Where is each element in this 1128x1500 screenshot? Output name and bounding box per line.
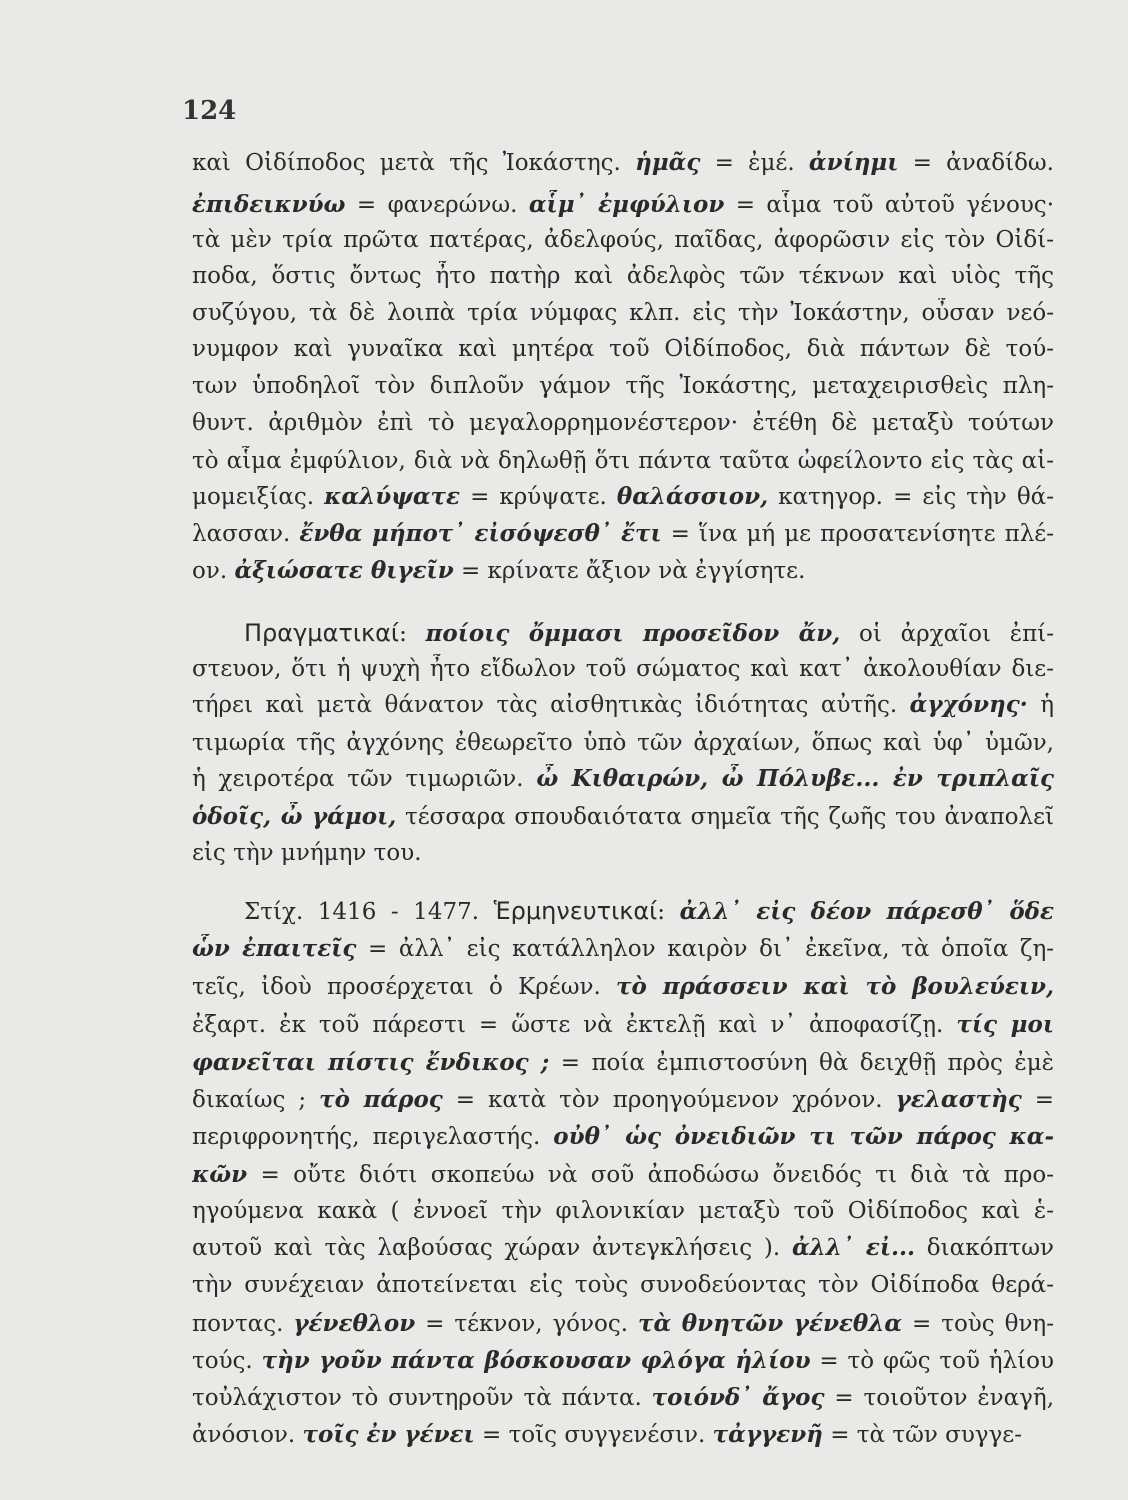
lemma-term: τοῖς ἐν γένει bbox=[302, 1421, 475, 1448]
text-line bbox=[192, 334, 1054, 364]
text-segment: στευον, ὅτι ἡ ψυχὴ ἦτο εἴδωλον τοῦ σώματος καὶ κατ᾽ ἀκολουθίαν διε- bbox=[192, 656, 1054, 682]
text-segment: = τοιοῦτον ἐναγῆ, bbox=[824, 1385, 1054, 1411]
lemma-term: ὦ Κιθαιρών, ὦ Πόλυβε... ἐν τριπλαῖς bbox=[536, 765, 1054, 792]
lemma-term: ἀλλ᾽ εἰς δέον πάρεσθ᾽ ὅδε bbox=[679, 898, 1054, 925]
text-line bbox=[192, 482, 1054, 512]
lemma-term: ἀγχόνης· bbox=[909, 691, 1028, 718]
text-segment: = κρύψατε. bbox=[460, 484, 617, 510]
text-segment: = ποία ἐμπιστοσύνη θὰ δειχθῇ πρὸς ἐμὲ bbox=[549, 1050, 1054, 1076]
lemma-term: ἀνίημι bbox=[808, 149, 899, 176]
text-segment: τὴν συνέχειαν ἀποτείνεται εἰς τοὺς συνοδεύοντας τὸν Οἰδίποδα θερά- bbox=[192, 1272, 1054, 1298]
lemma-term: τὴν γοῦν πάντα βόσκουσαν φλόγα ἡλίου bbox=[261, 1347, 811, 1374]
text-segment: καὶ Οἰδίποδος μετὰ τῆς Ἰοκάστης. bbox=[192, 150, 636, 176]
text-segment: = οὔτε διότι σκοπεύω νὰ σοῦ ἀποδώσω ὄνειδός τι διὰ τὰ προ- bbox=[247, 1162, 1054, 1188]
lemma-term: τἀγγενῆ bbox=[712, 1421, 823, 1448]
lemma-term: θαλάσσιον, bbox=[616, 483, 769, 510]
text-segment: = αἷμα τοῦ αὐτοῦ γένους· bbox=[724, 192, 1054, 218]
text-line bbox=[192, 1383, 1054, 1413]
text-segment: τέσσαρα σπουδαιότατα σημεῖα τῆς ζωῆς του ἀναπολεῖ bbox=[396, 804, 1054, 830]
text-line bbox=[192, 446, 1054, 476]
text-segment: : bbox=[399, 621, 426, 647]
lemma-term: οὐθ᾽ ὡς ὀνειδιῶν τι τῶν πάρος κα- bbox=[553, 1123, 1054, 1150]
text-line bbox=[192, 1233, 1054, 1263]
text-segment: = τὰ τῶν συγγε- bbox=[822, 1422, 1022, 1448]
text-segment: Στίχ. 1416 - 1477. bbox=[244, 899, 494, 925]
text-line bbox=[192, 261, 1054, 291]
lemma-term: ὁδοῖς, ὦ γάμοι, bbox=[192, 803, 397, 830]
text-segment: νυμφον καὶ γυναῖκα καὶ μητέρα τοῦ Οἰδίποδος, διὰ πάντων δὲ τού- bbox=[192, 336, 1054, 362]
text-line bbox=[192, 190, 1054, 220]
text-line bbox=[192, 1270, 1054, 1300]
text-segment: δικαίως ; bbox=[192, 1087, 320, 1113]
text-line bbox=[192, 1309, 1054, 1339]
text-segment: ηγούμενα κακὰ ( ἐννοεῖ τὴν φιλονικίαν μεταξὺ τοῦ Οἰδίποδος καὶ ἑ- bbox=[192, 1198, 1054, 1224]
text-segment: = ἵνα μή με προσατενίσητε πλέ- bbox=[661, 521, 1054, 547]
lemma-term: τίς μοι bbox=[956, 1011, 1054, 1038]
text-line bbox=[192, 1085, 1054, 1115]
text-segment: ποντας. bbox=[192, 1311, 294, 1337]
lemma-term: καλύψατε bbox=[324, 483, 460, 510]
lemma-term: ποίοις ὄμμασι προσεῖδον ἄν, bbox=[425, 620, 841, 647]
text-line bbox=[192, 802, 1054, 832]
text-segment: εἰς τὴν μνήμην του. bbox=[192, 840, 422, 866]
text-line bbox=[192, 1122, 1054, 1152]
lemma-term: αἷμ᾽ ἐμφύλιον bbox=[528, 191, 725, 218]
section-heading: Ἑρμηνευτικαί bbox=[493, 897, 658, 925]
text-segment: ἡ χειροτέρα τῶν τιμωριῶν. bbox=[192, 766, 537, 792]
text-segment: διακόπτων bbox=[915, 1235, 1054, 1261]
text-line bbox=[192, 1196, 1054, 1226]
text-line bbox=[244, 896, 1054, 927]
text-line bbox=[192, 972, 1054, 1002]
text-segment: = τὸ φῶς τοῦ ἡλίου bbox=[810, 1348, 1054, 1374]
text-line bbox=[192, 728, 1054, 758]
text-segment: ον. bbox=[192, 558, 235, 584]
lemma-term: ἐπιδεικνύω bbox=[192, 191, 346, 218]
text-segment: τὸ αἷμα ἐμφύλιον, διὰ νὰ δηλωθῇ ὅτι πάντα ταῦτα ὠφείλοντο εἰς τὰς αἱ- bbox=[192, 448, 1054, 474]
text-segment: τὰ μὲν τρία πρῶτα πατέρας, ἀδελφούς, παῖδας, ἀφορῶσιν εἰς τὸν Οἰδί- bbox=[192, 227, 1054, 253]
lemma-term: ἀξιώσατε θιγεῖν bbox=[234, 557, 454, 584]
lemma-term: ἡμᾶς bbox=[635, 149, 701, 176]
text-segment: τιμωρία τῆς ἀγχόνης ἐθεωρεῖτο ὑπὸ τῶν ἀρχαίων, ὅπως καὶ ὑφ᾽ ὑμῶν, bbox=[192, 730, 1054, 756]
text-line bbox=[192, 225, 1054, 255]
text-segment: θυντ. ἀριθμὸν ἐπὶ τὸ μεγαλορρημονέστερον· ἐτέθη δὲ μεταξὺ τούτων bbox=[192, 410, 1054, 436]
text-line bbox=[192, 934, 1054, 964]
text-line bbox=[192, 690, 1054, 720]
lemma-term: κῶν bbox=[192, 1161, 248, 1188]
text-segment: = φανερώνω. bbox=[345, 192, 529, 218]
text-line bbox=[192, 764, 1054, 794]
text-line bbox=[192, 519, 1054, 549]
lemma-term: τὸ πάρος bbox=[319, 1086, 443, 1113]
text-segment: = τοὺς θνη- bbox=[902, 1311, 1054, 1337]
page-number: 124 bbox=[182, 96, 237, 126]
text-segment: ἡ bbox=[1027, 692, 1054, 718]
text-segment: συζύγου, τὰ δὲ λοιπὰ τρία νύμφας κλπ. εἰς τὴν Ἰοκάστην, οὖσαν νεό- bbox=[192, 300, 1054, 326]
text-segment: = τέκνον, γόνος. bbox=[415, 1311, 638, 1337]
text-segment: κατηγορ. = εἰς τὴν θά- bbox=[768, 484, 1054, 510]
text-segment: τοὐλάχιστον τὸ συντηροῦν τὰ πάντα. bbox=[192, 1385, 652, 1411]
text-line bbox=[192, 1048, 1054, 1078]
text-line bbox=[244, 618, 1054, 649]
text-line bbox=[192, 408, 1054, 438]
text-segment: οἱ ἀρχαῖοι ἐπί- bbox=[840, 621, 1054, 647]
section-heading: Πραγματικαί bbox=[244, 619, 400, 647]
text-segment: των ὑποδηλοῖ τὸν διπλοῦν γάμον τῆς Ἰοκάστης, μεταχειρισθεὶς πλη- bbox=[192, 373, 1054, 399]
text-segment: : bbox=[657, 899, 680, 925]
lemma-term: τοιόνδ᾽ ἄγος bbox=[651, 1384, 825, 1411]
lemma-term: φανεῖται πίστις ἔνδικος ; bbox=[192, 1049, 550, 1076]
text-segment: ἐξαρτ. ἐκ τοῦ πάρεστι = ὥστε νὰ ἐκτελῇ καὶ ν᾽ ἀποφασίζῃ. bbox=[192, 1012, 957, 1038]
text-segment: τεῖς, ἰδοὺ προσέρχεται ὁ Κρέων. bbox=[192, 974, 617, 1000]
text-segment: = κρίνατε ἄξιον νὰ ἐγγίσητε. bbox=[453, 558, 806, 584]
lemma-term: τὰ θνητῶν γένεθλα bbox=[638, 1310, 903, 1337]
text-segment: λασσαν. bbox=[192, 521, 300, 547]
text-segment: = κατὰ τὸν προηγούμενον χρόνον. bbox=[442, 1087, 896, 1113]
text-line bbox=[192, 556, 1054, 586]
lemma-term: ἀλλ᾽ εἰ... bbox=[791, 1234, 916, 1261]
text-segment: αυτοῦ καὶ τὰς λαβούσας χώραν ἀντεγκλήσεις ). bbox=[192, 1235, 792, 1261]
text-segment: ἀνόσιον. bbox=[192, 1422, 303, 1448]
lemma-term: γελαστὴς bbox=[895, 1086, 1022, 1113]
text-line bbox=[192, 1420, 1054, 1450]
text-segment: μομειξίας. bbox=[192, 484, 325, 510]
text-segment: = τοῖς συγγενέσιν. bbox=[474, 1422, 713, 1448]
text-segment: = ἀναδίδω. bbox=[898, 150, 1054, 176]
text-line bbox=[192, 371, 1054, 401]
lemma-term: ὧν ἐπαιτεῖς bbox=[192, 935, 357, 962]
text-line bbox=[192, 1010, 1054, 1040]
text-segment: τήρει καὶ μετὰ θάνατον τὰς αἰσθητικὰς ἰδιότητας αὐτῆς. bbox=[192, 692, 910, 718]
text-line bbox=[192, 1346, 1054, 1376]
text-line bbox=[192, 148, 1054, 178]
text-segment: = ἀλλ᾽ εἰς κατάλληλον καιρὸν δι᾽ ἐκεῖνα, τὰ ὁποῖα ζη- bbox=[356, 936, 1054, 962]
lemma-term: τὸ πράσσειν καὶ τὸ βουλεύειν, bbox=[616, 973, 1054, 1000]
lemma-term: γένεθλον bbox=[293, 1310, 416, 1337]
text-segment: περιφρονητής, περιγελαστής. bbox=[192, 1124, 554, 1150]
text-line bbox=[192, 838, 1054, 868]
text-line bbox=[192, 654, 1054, 684]
text-segment: τούς. bbox=[192, 1348, 262, 1374]
text-segment: ποδα, ὅστις ὄντως ἦτο πατὴρ καὶ ἀδελφὸς τῶν τέκνων καὶ υἱὸς τῆς bbox=[192, 263, 1054, 289]
text-line bbox=[192, 298, 1054, 328]
text-line bbox=[192, 1160, 1054, 1190]
text-segment: = ἐμέ. bbox=[700, 150, 809, 176]
text-segment: = bbox=[1021, 1087, 1054, 1113]
lemma-term: ἔνθα μήποτ᾽ εἰσόψεσθ᾽ ἔτι bbox=[299, 520, 662, 547]
